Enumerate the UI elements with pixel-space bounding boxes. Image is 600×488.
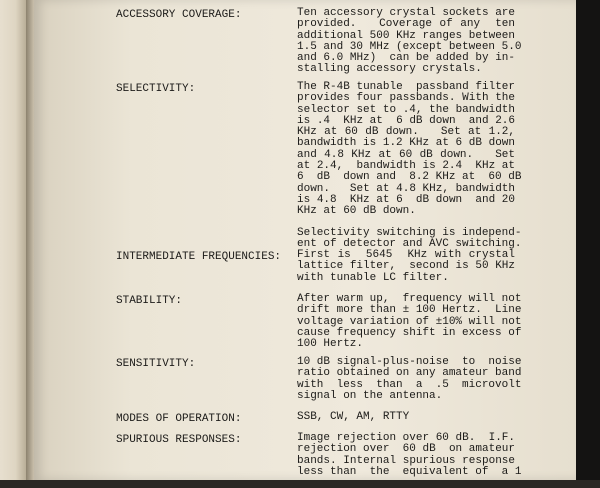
spec-label: INTERMEDIATE FREQUENCIES: xyxy=(116,251,282,263)
spec-text-line: ratio obtained on any amateur band xyxy=(297,367,522,380)
spec-text-line: 1.5 and 30 MHz (except between 5.0 xyxy=(297,40,522,53)
spec-text-line: is .4 KHz at 6 dB down and 2.6 xyxy=(297,114,515,127)
spec-text-line: KHz at 60 dB down. Set at 1.2, xyxy=(297,126,515,139)
spec-paragraph xyxy=(297,412,515,423)
spec-text-line: down. Set at 4.8 KHz, bandwidth xyxy=(297,182,515,195)
spec-label: SELECTIVITY: xyxy=(116,83,196,95)
spec-text-line: and 4.8 KHz at 60 dB down. Set xyxy=(297,148,515,161)
spec-text-line: First is 5645 KHz with crystal xyxy=(297,249,515,261)
spec-text-line: Image rejection over 60 dB. I.F. xyxy=(297,432,515,444)
spec-text-line: provides four passbands. With the xyxy=(297,92,515,105)
spec-text-line: is 4.8 KHz at 6 dB down and 20 xyxy=(297,193,515,206)
spec-text-line: selector set to .4, the bandwidth xyxy=(297,103,515,116)
spec-text-line: 10 dB signal-plus-noise to noise xyxy=(297,356,522,368)
spec-text-line: additional 500 KHz ranges between xyxy=(297,29,515,42)
spec-value xyxy=(297,293,522,360)
spec-text-line: signal on the antenna. xyxy=(297,389,443,402)
spec-text-line: with less than a .5 microvolt xyxy=(297,378,522,391)
background-edge xyxy=(576,0,600,480)
manual-page xyxy=(34,0,576,480)
spec-value xyxy=(297,250,515,294)
spec-text-line: stalling accessory crystals. xyxy=(297,63,482,76)
spec-text-line: voltage variation of ±10% will not xyxy=(297,315,522,328)
spec-paragraph xyxy=(297,81,522,218)
spec-text-line: with tunable LC filter. xyxy=(297,271,449,284)
spec-label: SENSITIVITY: xyxy=(116,358,196,370)
left-page-edge xyxy=(0,0,26,480)
spec-text-line: lattice filter, second is 50 KHz xyxy=(297,260,515,273)
spec-paragraph xyxy=(297,432,522,478)
spec-text-line: less than the equivalent of a 1 xyxy=(297,465,522,478)
spec-value xyxy=(297,7,522,86)
spec-paragraph xyxy=(297,250,515,284)
spec-paragraph xyxy=(297,356,522,402)
spec-value xyxy=(297,356,522,412)
spec-text-line: 6 dB down and 8.2 KHz at 60 dB xyxy=(297,171,522,184)
spec-paragraph xyxy=(297,226,522,251)
spec-label: STABILITY: xyxy=(116,295,183,307)
spec-value xyxy=(297,81,522,260)
spec-text-line: Selectivity switching is independ- xyxy=(297,226,522,239)
spec-label: SPURIOUS RESPONSES: xyxy=(116,434,242,446)
spec-text-line: Ten accessory crystal sockets are xyxy=(297,7,515,19)
spec-text-line: cause frequency shift in excess of xyxy=(297,326,522,339)
spec-text-line: provided. Coverage of any ten xyxy=(297,18,515,31)
spec-text-line: rejection over 60 dB on amateur xyxy=(297,443,515,456)
spec-value xyxy=(297,412,515,433)
spec-paragraph xyxy=(297,293,522,351)
spec-text-line: 100 Hertz. xyxy=(297,338,364,351)
spec-text-line: bandwidth is 1.2 KHz at 6 dB down xyxy=(297,137,515,150)
spec-text-line: at 2.4, bandwidth is 2.4 KHz at xyxy=(297,160,515,173)
spec-label: ACCESSORY COVERAGE: xyxy=(116,9,242,21)
spec-text-line: KHz at 60 dB down. xyxy=(297,205,416,218)
spec-text-line: drift more than ± 100 Hertz. Line xyxy=(297,304,522,317)
spec-text-line: After warm up, frequency will not xyxy=(297,293,522,305)
spec-text-line: ent of detector and AVC switching. xyxy=(297,237,522,250)
book-gutter xyxy=(26,0,34,480)
spec-paragraph xyxy=(297,7,522,76)
spec-label: MODES OF OPERATION: xyxy=(116,413,242,425)
spec-text-line: and 6.0 MHz) can be added by in- xyxy=(297,52,515,65)
spec-text-line: SSB, CW, AM, RTTY xyxy=(297,411,410,423)
spec-text-line: The R-4B tunable passband filter xyxy=(297,81,515,93)
spec-text-line: bands. Internal spurious response xyxy=(297,454,515,467)
